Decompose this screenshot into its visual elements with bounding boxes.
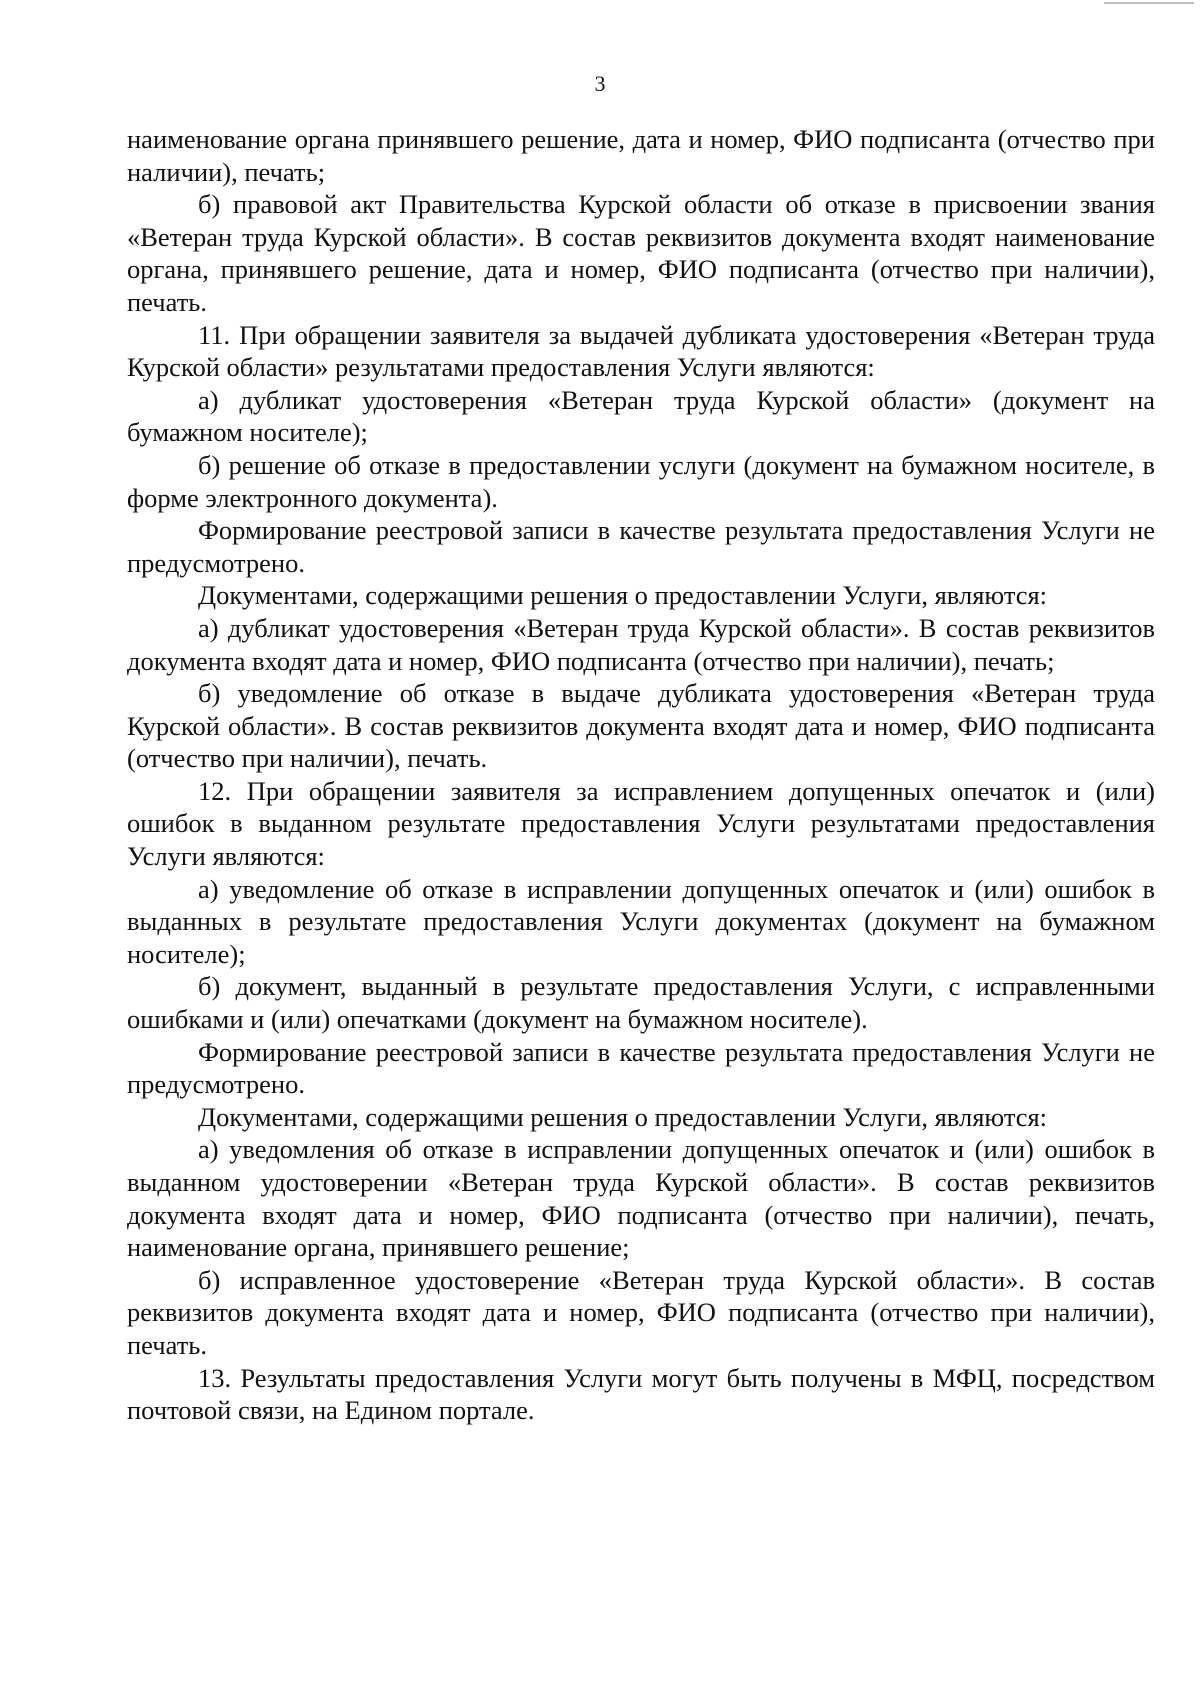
paragraph-registry-note: Формирование реестровой записи в качестве результата предоставления Услуги не предусмотрено. bbox=[127, 515, 1155, 578]
paragraph-documents-2-item-b: б) исправленное удостоверение «Ветеран труда Курской области». В состав реквизитов документа входят дата и номер, ФИО подписанта (отчество при наличии), печать. bbox=[127, 1264, 1155, 1360]
paragraph-clause-13: 13. Результаты предоставления Услуги могут быть получены в МФЦ, посредством почтовой связи, на Едином портале. bbox=[127, 1362, 1155, 1426]
paragraph-registry-note-2: Формирование реестровой записи в качестве результата предоставления Услуги не предусмотрено. bbox=[127, 1036, 1155, 1100]
paragraph-documents-item-a: а) дубликат удостоверения «Ветеран труда Курской области». В состав реквизитов документа входят дата и номер, ФИО подписанта (отчество при наличии), печать; bbox=[127, 612, 1155, 676]
paragraph-continuation: наименование органа принявшего решение, дата и номер, ФИО подписанта (отчество при наличии), печать; bbox=[127, 124, 1155, 187]
paragraph-documents-item-b: б) уведомление об отказе в выдаче дубликата удостоверения «Ветеран труда Курской области». В состав реквизитов документа входят дата и номер, ФИО подписанта (отчество при наличии), печать. bbox=[127, 678, 1155, 774]
paragraph-clause-12-item-a: а) уведомление об отказе в исправлении допущенных опечаток и (или) ошибок в выданных в результате предоставления Услуги документах (документ на бумажном носителе); bbox=[127, 873, 1155, 969]
paragraph-documents-2-item-a: а) уведомления об отказе в исправлении допущенных опечаток и (или) ошибок в выданном удостоверении «Ветеран труда Курской области». В состав реквизитов документа входят дата и номер, ФИО подписанта (отчество при наличии), печать, наименование органа, принявшего решение; bbox=[127, 1134, 1155, 1263]
paragraph-item-b-legal-act: б) правовой акт Правительства Курской области об отказе в присвоении звания «Ветеран труда Курской области». В состав реквизитов документа входят наименование органа, принявшего решение, дата и номер, ФИО подписанта (отчество при наличии), печать. bbox=[127, 189, 1155, 317]
document-body bbox=[127, 123, 1155, 1427]
paragraph-clause-11: 11. При обращении заявителя за выдачей дубликата удостоверения «Ветеран труда Курской области» результатами предоставления Услуги являются: bbox=[127, 319, 1155, 383]
paragraph-clause-12: 12. При обращении заявителя за исправлением допущенных опечаток и (или) ошибок в выданном результате предоставления Услуги результатами предоставления Услуги являются: bbox=[127, 775, 1155, 872]
paragraph-clause-11-item-a: а) дубликат удостоверения «Ветеран труда Курской области» (документ на бумажном носителе); bbox=[127, 384, 1155, 448]
paragraph-clause-12-item-b: б) документ, выданный в результате предоставления Услуги, с исправленными ошибками и (или) опечатками (документ на бумажном носителе). bbox=[127, 971, 1155, 1035]
scan-edge-mark bbox=[1104, 2, 1194, 4]
paragraph-documents-intro-2: Документами, содержащими решения о предоставлении Услуги, являются: bbox=[198, 1101, 1048, 1132]
paragraph-clause-11-item-b: б) решение об отказе в предоставлении услуги (документ на бумажном носителе, в форме электронного документа). bbox=[127, 449, 1155, 513]
page-number: 3 bbox=[594, 71, 606, 96]
paragraph-documents-intro: Документами, содержащими решения о предоставлении Услуги, являются: bbox=[198, 580, 1048, 611]
